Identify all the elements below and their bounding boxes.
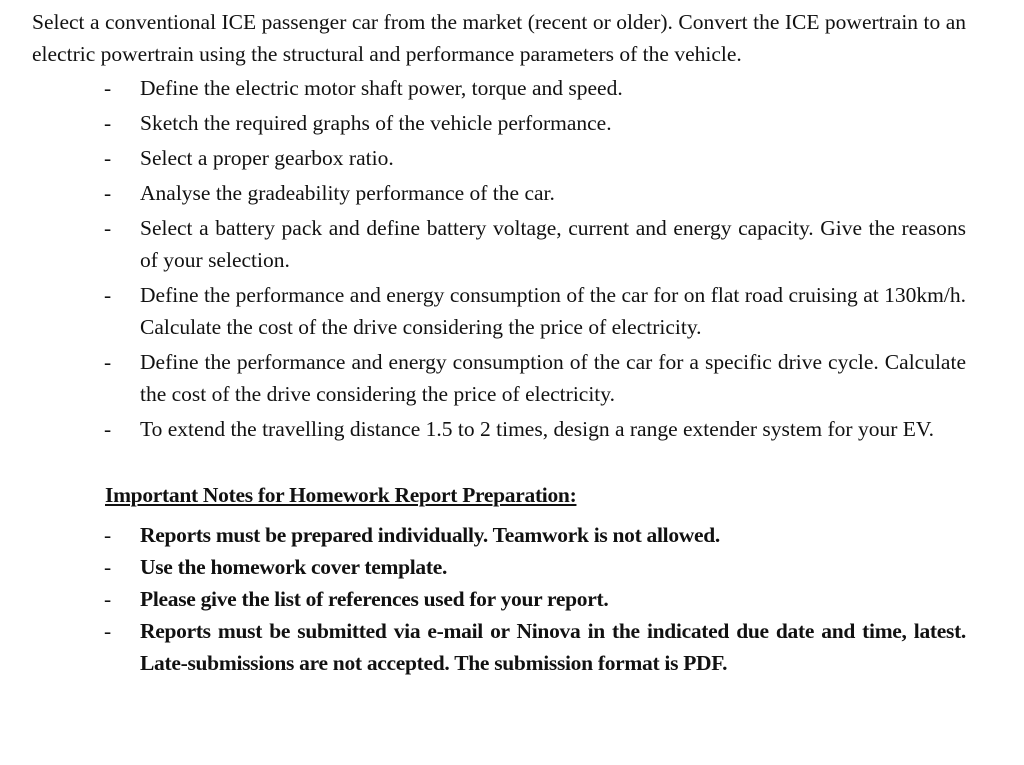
- task-item-3: [32, 142, 966, 174]
- bullet-dash: -: [104, 216, 112, 240]
- task-text-2: Sketch the required graphs of the vehicle performance.: [140, 111, 612, 135]
- bullet-dash: -: [104, 181, 112, 205]
- task-item-8: [32, 413, 966, 445]
- note-text-2: Use the homework cover template.: [140, 555, 448, 579]
- task-text-8: To extend the travelling distance 1.5 to 2 times, design a range extender system for your EV.: [140, 417, 934, 441]
- bullet-dash: -: [104, 350, 112, 374]
- task-item-7: [32, 346, 966, 410]
- intro-paragraph: Select a conventional ICE passenger car from the market (recent or older). Convert the ICE powertrain to an electric powertrain using the structural and performance parameters of the vehicle.: [32, 10, 966, 66]
- note-item-2: [32, 551, 966, 583]
- task-text-4: Analyse the gradeability performance of the car.: [140, 181, 555, 205]
- task-text-6: Define the performance and energy consumption of the car for on flat road cruising at 130km/h. Calculate the cost of the drive considering the price of electricity.: [140, 283, 966, 339]
- note-item-3: [32, 583, 966, 615]
- task-text-5: Select a battery pack and define battery voltage, current and energy capacity. Give the reasons of your selection.: [140, 216, 966, 272]
- note-text-4: Reports must be submitted via e-mail or Ninova in the indicated due date and time, latest. Late-submissions are not accepted. The submission format is PDF.: [140, 619, 966, 675]
- bullet-dash: -: [104, 523, 111, 547]
- bullet-dash: -: [104, 555, 111, 579]
- task-item-4: [32, 177, 966, 209]
- bullet-dash: -: [104, 417, 112, 441]
- task-list: [32, 72, 966, 445]
- note-text-3: Please give the list of references used for your report.: [140, 587, 609, 611]
- task-item-2: [32, 107, 966, 139]
- bullet-dash: -: [104, 111, 112, 135]
- bullet-dash: -: [104, 76, 112, 100]
- bullet-dash: -: [104, 587, 111, 611]
- note-item-4: [32, 615, 966, 679]
- notes-heading: Important Notes for Homework Report Preparation:: [105, 483, 577, 507]
- bullet-dash: -: [104, 283, 112, 307]
- bullet-dash: -: [104, 619, 111, 643]
- task-item-6: [32, 279, 966, 343]
- notes-list: [32, 519, 966, 679]
- task-item-5: [32, 212, 966, 276]
- task-text-1: Define the electric motor shaft power, torque and speed.: [140, 76, 623, 100]
- note-item-1: [32, 519, 966, 551]
- task-text-3: Select a proper gearbox ratio.: [140, 146, 394, 170]
- task-item-1: [32, 72, 966, 104]
- document-page: [32, 6, 966, 679]
- note-text-1: Reports must be prepared individually. Teamwork is not allowed.: [140, 523, 721, 547]
- bullet-dash: -: [104, 146, 112, 170]
- task-text-7: Define the performance and energy consumption of the car for a specific drive cycle. Calculate the cost of the drive considering the price of electricity.: [140, 350, 966, 406]
